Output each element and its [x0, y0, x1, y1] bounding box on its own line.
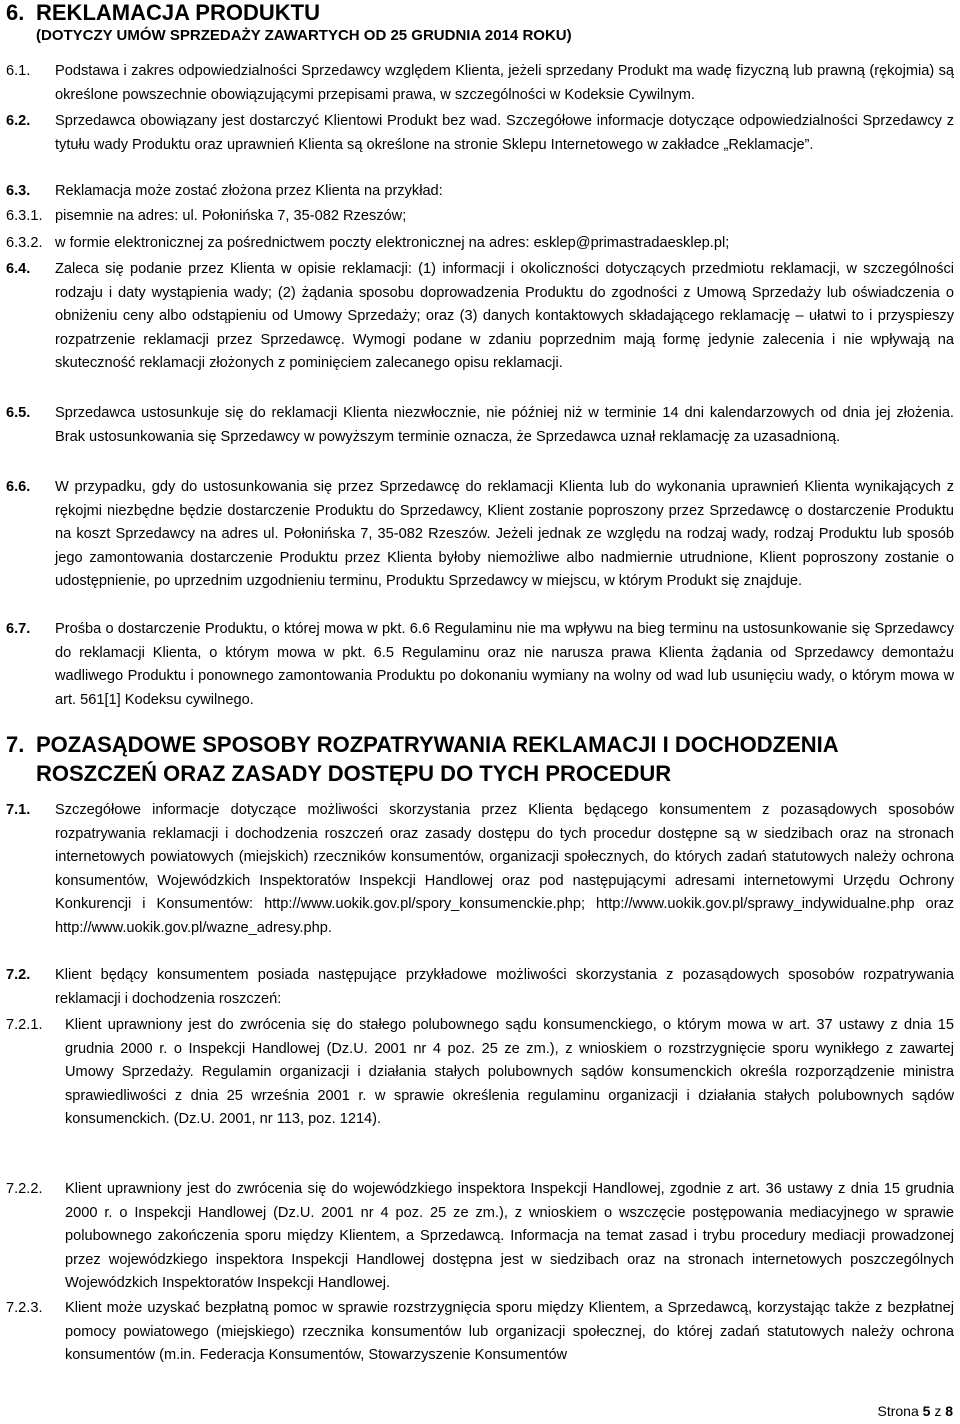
paragraph-text: pisemnie na adres: ul. Połonińska 7, 35-082 Rzeszów; [55, 208, 407, 224]
paragraph-number: 7.2.3. [6, 1300, 43, 1316]
paragraph-6-2 [6, 110, 954, 157]
section-number: 7. [6, 732, 25, 757]
paragraph-text: Sprzedawca ustosunkuje się do reklamacji Klienta niezwłocznie, nie później niż w terminie 14 dni kalendarzowych od dnia jej złożenia. Brak ustosunkowania się Sprzedawcy w powyższym terminie oznacza, że Sprzedawca uznał reklamację za uzasadnioną. [55, 405, 954, 445]
paragraph-6-4 [6, 258, 954, 376]
total-pages: 8 [945, 1403, 953, 1419]
section-7-heading [6, 730, 839, 788]
page-footer [877, 1402, 953, 1420]
paragraph-text: Reklamacja może zostać złożona przez Klienta na przykład: [55, 183, 443, 199]
current-page-number: 5 [922, 1403, 931, 1419]
paragraph-text: Klient może uzyskać bezpłatną pomoc w sprawie rozstrzygnięcia sporu między Klientem, a Sprzedawcą, korzystając także z bezpłatnej pomocy powiatowego (miejskiego) rzecznika konsumentów lub organizacji społecznej, do której zadań statutowych należy ochrona konsumentów (m.in. Federacja Konsumentów, Stowarzyszenie Konsumentów [65, 1300, 954, 1364]
paragraph-7-1 [6, 799, 954, 941]
paragraph-text: Prośba o dostarczenie Produktu, o której mowa w pkt. 6.6 Regulaminu nie ma wpływu na bieg terminu na ustosunkowanie się Sprzedawcy do reklamacji Klienta, o którym mowa w pkt. 6.5 Regulaminu oraz nie narusza prawa Klienta żądania od Sprzedawcy demontażu wadliwego Produktu i ponownego zamontowania Produktu po dokonaniu wymiany na wolny od wad lub usunięciu wady, o którym mowa w art. 561[1] Kodeksu cywilnego. [55, 621, 954, 708]
paragraph-6-3-2 [6, 232, 954, 256]
section-title-line-1: POZASĄDOWE SPOSOBY ROZPATRYWANIA REKLAMACJI I DOCHODZENIA [36, 732, 839, 757]
paragraph-number: 6.5. [6, 405, 31, 421]
section-6-subtitle: (DOTYCZY UMÓW SPRZEDAŻY ZAWARTYCH OD 25 GRUDNIA 2014 ROKU) [36, 27, 572, 44]
paragraph-number: 6.3.2. [6, 235, 43, 251]
paragraph-7-2-2 [6, 1178, 954, 1296]
paragraph-number: 7.2. [6, 967, 31, 983]
paragraph-6-3-1 [6, 205, 954, 229]
paragraph-number: 6.2. [6, 113, 31, 129]
paragraph-text: Klient uprawniony jest do zwrócenia się do wojewódzkiego inspektora Inspekcji Handlowej, zgodnie z art. 36 ustawy z dnia 15 grudnia 2000 r. o Inspekcji Handlowej (Dz.U. 2001 nr 4 poz. 25 ze zm.), z wnioskiem o wszczęcie postępowania mediacyjnego w sprawie polubownego zakończenia sporu między Klientem, a Sprzedawcą. Informacja na temat zasad i trybu procedury mediacji prowadzonej przez wojewódzkiego inspektora Inspekcji Handlowej dostępna jest w siedzibach oraz na stronach internetowych poszczególnych Wojewódzkich Inspektoratów Inspekcji Handlowej. [65, 1181, 954, 1292]
paragraph-number: 6.1. [6, 63, 31, 79]
section-title-line-2: ROSZCZEŃ ORAZ ZASADY DOSTĘPU DO TYCH PROCEDUR [36, 761, 672, 786]
paragraph-7-2-3 [6, 1297, 954, 1368]
paragraph-7-2 [6, 964, 954, 1011]
paragraph-7-2-1 [6, 1014, 954, 1132]
paragraph-text: Klient będący konsumentem posiada następujące przykładowe możliwości skorzystania z pozasądowych sposobów rozpatrywania reklamacji i dochodzenia roszczeń: [55, 967, 954, 1007]
paragraph-number: 7.2.2. [6, 1181, 43, 1197]
footer-label: Strona [877, 1403, 919, 1419]
footer-of: z [934, 1403, 942, 1419]
paragraph-6-6 [6, 476, 954, 594]
paragraph-text: Zaleca się podanie przez Klienta w opisie reklamacji: (1) informacji i okoliczności dotyczących przedmiotu reklamacji, w szczególności rodzaju i daty wystąpienia wady; (2) żądania sposobu doprowadzenia Produktu do zgodności z Umową Sprzedaży lub oświadczenia o obniżeniu ceny albo odstąpieniu od Umowy Sprzedaży; oraz (3) danych kontaktowych składającego reklamację – ułatwi to i przyspieszy rozpatrzenie reklamacji przez Sprzedawcę. Wymogi podane w zdaniu poprzednim mają formę jedynie zalecenia i nie wpływają na skuteczność reklamacji złożonych z pominięciem zalecanego opisu reklamacji. [55, 261, 954, 372]
paragraph-text: Szczegółowe informacje dotyczące możliwości skorzystania przez Klienta będącego konsumentem z pozasądowych sposobów rozpatrywania reklamacji i dochodzenia roszczeń oraz zasady dostępu do tych procedur dostępne są w siedzibach oraz na stronach internetowych powiatowych (miejskich) rzeczników konsumentów, organizacji społecznych, do których zadań statutowych należy ochrona konsumentów, Wojewódzkich Inspektoratów Inspekcji Handlowej oraz pod następującymi adresami internetowymi Urzędu Ochrony Konkurencji i Konsumentów: http://www.uokik.gov.pl/spory_konsumenckie.php; http://www.uokik.gov.pl/sprawy_indywidualne.php oraz http://www.uokik.gov.pl/wazne_adresy.php. [55, 802, 954, 936]
paragraph-6-5 [6, 402, 954, 449]
paragraph-text: w formie elektronicznej za pośrednictwem poczty elektronicznej na adres: esklep@primastradaesklep.pl; [55, 235, 730, 251]
paragraph-text: W przypadku, gdy do ustosunkowania się przez Sprzedawcę do reklamacji Klienta lub do wykonania uprawnień Klienta wynikających z rękojmi niezbędne będzie dostarczenie Produktu do Sprzedawcy, Klient zostanie poproszony przez Sprzedawcę o dostarczenie Produktu na koszt Sprzedawcy na adres ul. Połonińska 7, 35-082 Rzeszów. Jeżeli jednak ze względu na rodzaj wady, rodzaj Produktu lub sposób jego zamontowania dostarczenie Produktu przez Klienta byłoby niemożliwe albo nadmiernie utrudnione, Klient poproszony zostanie o udostępnienie, po uprzednim uzgodnieniu terminu, Produktu Sprzedawcy w miejscu, w którym Produkt się znajduje. [55, 479, 954, 590]
paragraph-number: 6.3.1. [6, 208, 43, 224]
paragraph-text: Sprzedawca obowiązany jest dostarczyć Klientowi Produkt bez wad. Szczegółowe informacje dotyczące odpowiedzialności Sprzedawcy z tytułu wady Produktu oraz uprawnień Klienta są określone na stronie Sklepu Internetowego w zakładce „Reklamacje”. [55, 113, 954, 153]
paragraph-6-7 [6, 618, 954, 712]
paragraph-number: 6.4. [6, 261, 31, 277]
section-number: 6. [6, 0, 25, 25]
paragraph-6-3 [6, 180, 954, 204]
paragraph-6-1 [6, 60, 954, 107]
paragraph-number: 7.2.1. [6, 1017, 43, 1033]
paragraph-number: 6.6. [6, 479, 31, 495]
paragraph-number: 6.3. [6, 183, 31, 199]
paragraph-text: Klient uprawniony jest do zwrócenia się do stałego polubownego sądu konsumenckiego, o którym mowa w art. 37 ustawy z dnia 15 grudnia 2000 r. o Inspekcji Handlowej (Dz.U. 2001 nr 4 poz. 25 ze zm.), z wnioskiem o rozstrzygnięcie sporu wynikłego z zawartej Umowy Sprzedaży. Regulamin organizacji i działania stałych polubownych sądów konsumenckich określa rozporządzenie ministra sprawiedliwości z dnia 25 września 2001 r. w sprawie określenia regulaminu organizacji i działania stałych polubownych sądów konsumenckich. (Dz.U. 2001, nr 113, poz. 1214). [65, 1017, 954, 1128]
paragraph-number: 6.7. [6, 621, 31, 637]
section-6-heading [6, 0, 320, 26]
paragraph-text: Podstawa i zakres odpowiedzialności Sprzedawcy względem Klienta, jeżeli sprzedany Produkt ma wadę fizyczną lub prawną (rękojmia) są określone powszechnie obowiązującymi przepisami prawa, w szczególności w Kodeksie Cywilnym. [55, 63, 954, 103]
paragraph-number: 7.1. [6, 802, 31, 818]
section-title: REKLAMACJA PRODUKTU [36, 0, 320, 25]
